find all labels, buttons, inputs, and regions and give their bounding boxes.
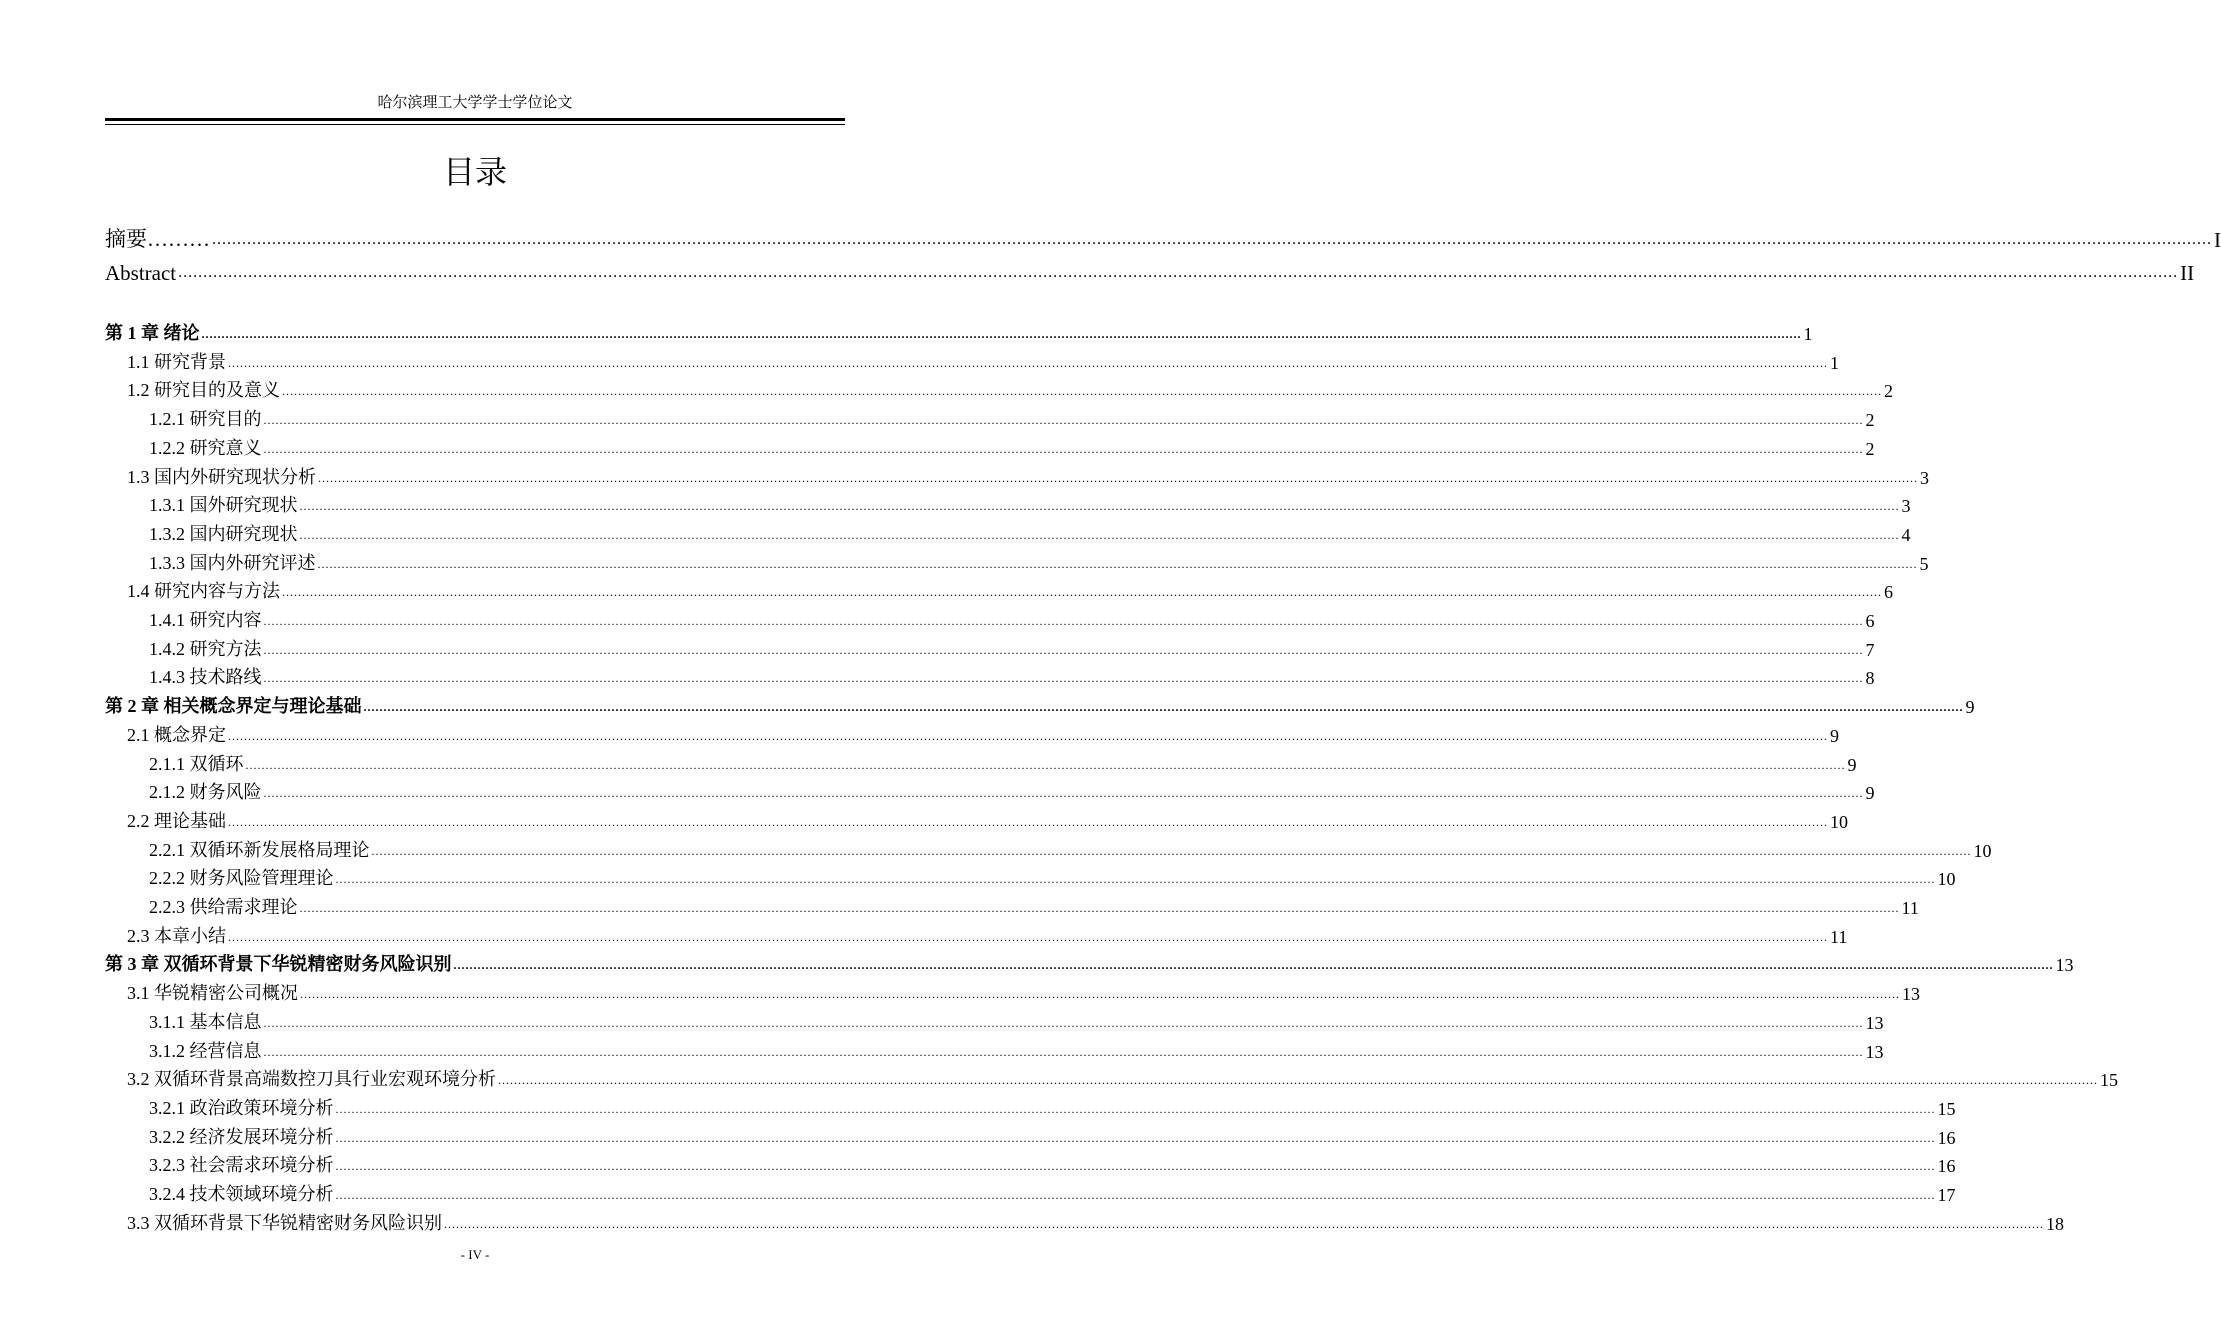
toc-entry-page: 15 — [2100, 1070, 2118, 1090]
toc-dot-leader: ................................................................................................................................................................................................................................................................................................................................................................................................................ — [263, 614, 1864, 628]
toc-entry[interactable] — [105, 1092, 1956, 1120]
toc-dot-leader: ................................................................................................................................................................................................................................................................................................................................................................................................................ — [263, 1045, 1864, 1059]
toc-entry[interactable] — [105, 489, 1911, 517]
toc-entry[interactable] — [105, 403, 1875, 431]
toc-entry-label: 1.4.1 研究内容 — [149, 610, 262, 630]
toc-dot-leader: ................................................................................................................................................................................................................................................................................................................................................................................................................ — [299, 901, 1900, 915]
toc-entry-label: 3.1.1 基本信息 — [149, 1012, 262, 1032]
toc-entry-label: 1.2 研究目的及意义 — [127, 380, 280, 400]
toc-entry-label: 1.4.3 技术路线 — [149, 667, 262, 687]
toc-entry-page: 13 — [1865, 1013, 1884, 1033]
toc-dot-leader: ................................................................................................................................................................................................................................................................................................................................................................................................................ — [335, 1131, 1936, 1145]
toc-entry-label: 第 3 章 双循环背景下华锐精密财务风险识别 — [105, 954, 452, 974]
toc-dot-leader: ................................................................................................................................................................................................................................................................................................................................................................................................................ — [263, 1016, 1864, 1030]
toc-entry-label: 3.1 华锐精密公司概况 — [127, 983, 298, 1003]
page-title: 目录 — [442, 154, 507, 190]
page-number: - IV - — [460, 1247, 490, 1262]
toc-entry[interactable] — [105, 1121, 1956, 1149]
toc-dot-leader: ................................................................................................................................................................................................................................................................................................................................................................................................................ — [228, 729, 1828, 743]
toc-entry-page: 4 — [1901, 525, 1911, 545]
toc-entry-label: 2.2.3 供给需求理论 — [149, 897, 298, 917]
toc-entry-page: 10 — [1973, 841, 1992, 861]
toc-entry[interactable] — [105, 317, 1813, 345]
toc-entry-page: 9 — [1965, 697, 1975, 717]
toc-entry-page: 3 — [1901, 496, 1911, 516]
toc-entry-page: 7 — [1865, 640, 1875, 660]
toc-entry-label: 第 1 章 绪论 — [105, 323, 200, 343]
toc-dot-leader: ................................................................................................................................................................................................................................................................................................................................................................................................................ — [363, 700, 1964, 714]
toc-entry[interactable] — [105, 1006, 1884, 1034]
toc-entry[interactable] — [105, 254, 2195, 286]
toc-dot-leader: ................................................................................................................................................................................................................................................................................................................................................................................................................ — [335, 1159, 1936, 1173]
toc-entry-label: 1.3.3 国内外研究评述 — [149, 553, 316, 573]
toc-entry-page: 3 — [1920, 468, 1929, 488]
running-header: 哈尔滨理工大学学士学位论文 — [377, 95, 573, 111]
toc-entry-page: 2 — [1884, 381, 1893, 401]
toc-entry-label: 3.1.2 经营信息 — [149, 1041, 262, 1061]
toc-dot-leader: ................................................................................................................................................................................................................................................................................................................................................................................................................ — [444, 1217, 2044, 1231]
toc-entry-label: 3.3 双循环背景下华锐精密财务风险识别 — [127, 1213, 442, 1233]
toc-dot-leader: ................................................................................................................................................................................................................................................................................................................................................................................................................ — [498, 1073, 2098, 1087]
toc-entry-label: 1.2.2 研究意义 — [149, 438, 262, 458]
toc-entry-label: 1.3.1 国外研究现状 — [149, 495, 298, 515]
toc-entry[interactable] — [105, 374, 1893, 402]
toc-entry-label: 第 2 章 相关概念界定与理论基础 — [105, 696, 362, 716]
toc-entry[interactable] — [105, 776, 1875, 804]
header-rule-thick — [105, 118, 845, 121]
toc-entry-label: 2.1 概念界定 — [127, 725, 226, 745]
toc-entry-label: Abstract — [105, 261, 177, 285]
toc-entry-label: 1.2.1 研究目的 — [149, 409, 262, 429]
toc-entry-label: 2.2.1 双循环新发展格局理论 — [149, 840, 370, 860]
toc-entry[interactable] — [105, 1207, 2064, 1235]
toc-dot-leader: ................................................................................................................................................................................................................................................................................................................................................................................................................ — [317, 557, 1918, 571]
toc-entry[interactable] — [105, 977, 1920, 1005]
toc-entry-label: 1.3 国内外研究现状分析 — [127, 467, 316, 487]
toc-entry-page: 1 — [1803, 324, 1813, 344]
toc-dot-leader: ................................................................................................................................................................................................................................................................................................................................................................................................................ — [263, 442, 1864, 456]
toc-entry[interactable] — [105, 1178, 1956, 1206]
toc-entry-page: 11 — [1901, 898, 1919, 918]
toc-entry[interactable] — [105, 948, 2074, 976]
toc-dot-leader: ................................................................................................................................................................................................................................................................................................................................................................................................................ — [228, 356, 1828, 370]
toc-entry[interactable] — [105, 547, 1929, 575]
toc-dot-leader: ................................................................................................................................................................................................................................................................................................................................................................................................................ — [371, 844, 1972, 858]
toc-entry-page: 2 — [1865, 439, 1875, 459]
toc-entry-label: 3.2.2 经济发展环境分析 — [149, 1127, 334, 1147]
toc-entry-page: 11 — [1830, 927, 1848, 947]
toc-entry-page: 6 — [1865, 611, 1875, 631]
toc-entry[interactable] — [105, 604, 1875, 632]
toc-entry[interactable] — [105, 1149, 1956, 1177]
toc-entry-label: 2.1.1 双循环 — [149, 754, 244, 774]
toc-entry-page: 10 — [1937, 869, 1956, 889]
toc-dot-leader: ................................................................................................................................................................................................................................................................................................................................................................................................................ — [263, 413, 1864, 427]
toc-entry[interactable] — [105, 748, 1857, 776]
toc-dot-leader: ................................................................................................................................................................................................................................................................................................................................................................................................................ — [228, 930, 1828, 944]
toc-entry[interactable] — [105, 575, 1893, 603]
toc-entry-page: 6 — [1884, 582, 1893, 602]
toc-entry-label: 摘要……… — [105, 227, 210, 251]
toc-entry-label: 1.4 研究内容与方法 — [127, 581, 280, 601]
toc-dot-leader: ................................................................................................................................................................................................................................................................................................................................................................................................................ — [299, 528, 1900, 542]
toc-entry-page: 15 — [1937, 1099, 1956, 1119]
toc-dot-leader: ................................................................................................................................................................................................................................................................................................................................................................................................................ — [335, 872, 1936, 886]
toc-dot-leader: ................................................................................................................................................................................................................................................................................................................................................................................................................ — [201, 327, 1802, 341]
toc-entry[interactable] — [105, 1063, 2118, 1091]
toc-entry-page: 9 — [1865, 783, 1875, 803]
toc-entry-label: 3.2.4 技术领域环境分析 — [149, 1184, 334, 1204]
toc-entry[interactable] — [105, 719, 1839, 747]
toc-dot-leader: ................................................................................................................................................................................................................................................................................................................................................................................................................ — [263, 671, 1864, 685]
toc-entry[interactable] — [105, 805, 1848, 833]
toc-entry-label: 1.3.2 国内研究现状 — [149, 524, 298, 544]
toc-entry-page: 9 — [1830, 726, 1839, 746]
toc-dot-leader: ................................................................................................................................................................................................................................................................................................................................................................................................................ — [318, 471, 1918, 485]
toc-entry[interactable] — [105, 1035, 1884, 1063]
toc-entry[interactable] — [105, 661, 1875, 689]
toc-dot-leader: ................................................................................................................................................................................................................................................................................................................................................................................................................ — [263, 786, 1864, 800]
toc-entry-page: 13 — [1902, 984, 1920, 1004]
toc-dot-leader: ................................................................................................................................................................................................................................................................................................................................................................................................................ — [300, 987, 1900, 1001]
toc-dot-leader: ................................................................................................................................................................................................................................................................................................................................................................................................................ — [282, 585, 1882, 599]
toc-entry-label: 3.2.1 政治政策环境分析 — [149, 1098, 334, 1118]
toc-entry[interactable] — [105, 461, 1929, 489]
toc-entry-page: 16 — [1937, 1128, 1956, 1148]
toc-entry-label: 2.3 本章小结 — [127, 926, 226, 946]
toc-entry-page: 1 — [1830, 353, 1839, 373]
toc-entry-label: 1.4.2 研究方法 — [149, 639, 262, 659]
toc-entry[interactable] — [105, 891, 1919, 919]
toc-entry-page: 10 — [1830, 812, 1848, 832]
toc-entry-page: 17 — [1937, 1185, 1956, 1205]
toc-entry[interactable] — [105, 221, 2221, 253]
toc-dot-leader: ................................................................................................................................................................................................................................................................................................................................................................................................................ — [212, 231, 2212, 248]
toc-entry-label: 2.2 理论基础 — [127, 811, 226, 831]
toc-entry[interactable] — [105, 920, 1848, 948]
toc-entry-page: 18 — [2046, 1214, 2064, 1234]
toc-entry-label: 3.2.3 社会需求环境分析 — [149, 1155, 334, 1175]
toc-entry-label: 2.2.2 财务风险管理理论 — [149, 868, 334, 888]
toc-dot-leader: ................................................................................................................................................................................................................................................................................................................................................................................................................ — [178, 264, 2179, 281]
toc-dot-leader: ................................................................................................................................................................................................................................................................................................................................................................................................................ — [453, 958, 2054, 972]
toc-entry[interactable] — [105, 834, 1992, 862]
toc-entry-label: 1.1 研究背景 — [127, 352, 226, 372]
toc-entry[interactable] — [105, 346, 1839, 374]
toc-dot-leader: ................................................................................................................................................................................................................................................................................................................................................................................................................ — [335, 1102, 1936, 1116]
toc-entry-page: 5 — [1919, 554, 1929, 574]
toc-entry-page: I — [2214, 228, 2221, 252]
toc-entry-page: 2 — [1865, 410, 1875, 430]
toc-entry[interactable] — [105, 862, 1956, 890]
toc-dot-leader: ................................................................................................................................................................................................................................................................................................................................................................................................................ — [282, 384, 1882, 398]
toc-entry[interactable] — [105, 432, 1875, 460]
toc-entry-page: 8 — [1865, 668, 1875, 688]
toc-entry-page: II — [2180, 261, 2195, 285]
toc-dot-leader: ................................................................................................................................................................................................................................................................................................................................................................................................................ — [228, 815, 1828, 829]
toc-dot-leader: ................................................................................................................................................................................................................................................................................................................................................................................................................ — [245, 758, 1846, 772]
toc-entry-label: 3.2 双循环背景高端数控刀具行业宏观环境分析 — [127, 1069, 496, 1089]
toc-entry-page: 13 — [1865, 1042, 1884, 1062]
toc-entry-page: 13 — [2055, 955, 2074, 975]
toc-entry[interactable] — [105, 518, 1911, 546]
toc-entry-label: 2.1.2 财务风险 — [149, 782, 262, 802]
toc-entry-page: 9 — [1847, 755, 1857, 775]
toc-entry[interactable] — [105, 690, 1975, 718]
toc-dot-leader: ................................................................................................................................................................................................................................................................................................................................................................................................................ — [335, 1188, 1936, 1202]
toc-dot-leader: ................................................................................................................................................................................................................................................................................................................................................................................................................ — [299, 499, 1900, 513]
toc-entry[interactable] — [105, 633, 1875, 661]
toc-entry-page: 16 — [1937, 1156, 1956, 1176]
header-rule-thin — [105, 124, 845, 125]
toc-dot-leader: ................................................................................................................................................................................................................................................................................................................................................................................................................ — [263, 643, 1864, 657]
